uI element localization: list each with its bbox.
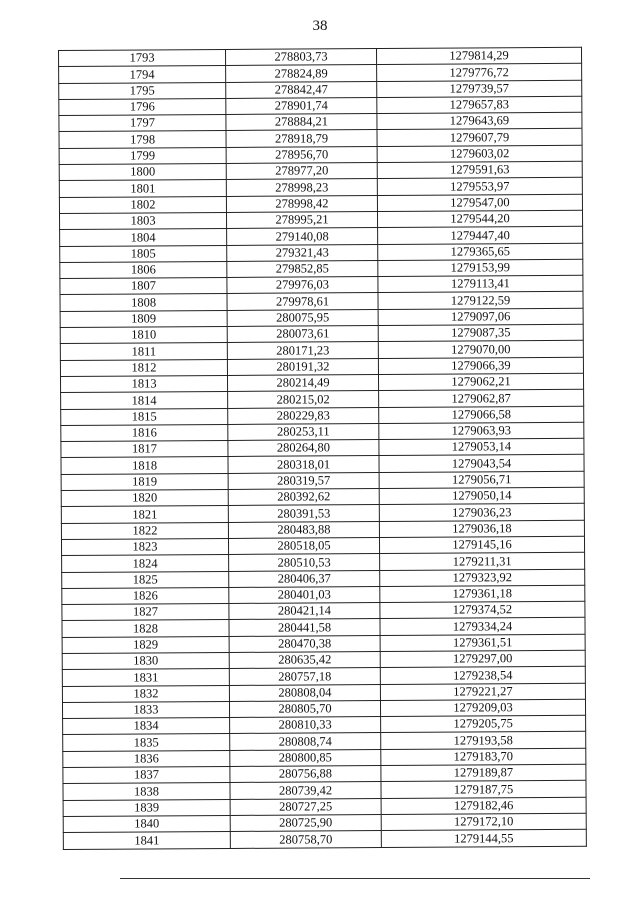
y-coordinate-cell: 1279145,16 [379, 536, 584, 554]
x-coordinate-cell: 280510,53 [229, 554, 380, 571]
y-coordinate-cell: 1279144,55 [381, 830, 586, 848]
y-coordinate-cell: 1279544,20 [377, 210, 582, 228]
y-coordinate-cell: 1279153,99 [378, 259, 583, 277]
x-coordinate-cell: 280483,88 [228, 521, 379, 538]
y-coordinate-cell: 1279297,00 [380, 650, 585, 668]
coordinates-table [58, 47, 587, 850]
x-coordinate-cell: 280392,62 [228, 489, 379, 506]
y-coordinate-cell: 1279056,71 [379, 471, 584, 489]
point-number-cell: 1830 [62, 652, 229, 669]
y-coordinate-cell: 1279036,18 [379, 520, 584, 538]
point-number-cell: 1801 [59, 180, 226, 197]
x-coordinate-cell: 279321,43 [227, 244, 378, 261]
point-number-cell: 1811 [60, 343, 227, 360]
x-coordinate-cell: 279976,03 [227, 277, 378, 294]
point-number-cell: 1818 [61, 457, 228, 474]
point-number-cell: 1834 [63, 718, 230, 735]
point-number-cell: 1809 [60, 310, 227, 327]
x-coordinate-cell: 280739,42 [230, 782, 381, 799]
x-coordinate-cell: 279140,08 [227, 228, 378, 245]
y-coordinate-cell: 1279739,57 [377, 80, 582, 98]
x-coordinate-cell: 280808,04 [229, 684, 380, 701]
y-coordinate-cell: 1279205,75 [381, 715, 586, 733]
x-coordinate-cell: 278998,42 [226, 195, 377, 212]
y-coordinate-cell: 1279189,87 [381, 764, 586, 782]
x-coordinate-cell: 280725,90 [230, 814, 381, 831]
bottom-rule [120, 878, 590, 879]
point-number-cell: 1800 [59, 164, 226, 181]
y-coordinate-cell: 1279172,10 [381, 813, 586, 831]
x-coordinate-cell: 278824,89 [226, 65, 377, 82]
point-number-cell: 1840 [63, 815, 230, 832]
y-coordinate-cell: 1279193,58 [381, 732, 586, 750]
point-number-cell: 1829 [62, 636, 229, 653]
x-coordinate-cell: 280808,74 [230, 733, 381, 750]
y-coordinate-cell: 1279183,70 [381, 748, 586, 766]
x-coordinate-cell: 280391,53 [228, 505, 379, 522]
point-number-cell: 1812 [60, 359, 227, 376]
point-number-cell: 1837 [63, 767, 230, 784]
point-number-cell: 1819 [61, 473, 228, 490]
point-number-cell: 1820 [61, 489, 228, 506]
x-coordinate-cell: 279978,61 [227, 293, 378, 310]
y-coordinate-cell: 1279361,51 [380, 634, 585, 652]
x-coordinate-cell: 278977,20 [226, 163, 377, 180]
point-number-cell: 1825 [62, 571, 229, 588]
x-coordinate-cell: 278998,23 [226, 179, 377, 196]
point-number-cell: 1794 [59, 66, 226, 83]
y-coordinate-cell: 1279053,14 [379, 438, 584, 456]
y-coordinate-cell: 1279182,46 [381, 797, 586, 815]
point-number-cell: 1838 [63, 783, 230, 800]
x-coordinate-cell: 278956,70 [226, 146, 377, 163]
point-number-cell: 1804 [60, 229, 227, 246]
point-number-cell: 1831 [62, 669, 229, 686]
y-coordinate-cell: 1279050,14 [379, 487, 584, 505]
point-number-cell: 1793 [59, 49, 226, 66]
y-coordinate-cell: 1279334,24 [380, 618, 585, 636]
y-coordinate-cell: 1279643,69 [377, 112, 582, 130]
x-coordinate-cell: 280075,95 [227, 309, 378, 326]
y-coordinate-cell: 1279657,83 [377, 96, 582, 114]
y-coordinate-cell: 1279209,03 [380, 699, 585, 717]
x-coordinate-cell: 280215,02 [228, 391, 379, 408]
point-number-cell: 1824 [62, 555, 229, 572]
y-coordinate-cell: 1279070,00 [378, 341, 583, 359]
x-coordinate-cell: 278884,21 [226, 114, 377, 131]
y-coordinate-cell: 1279062,21 [378, 373, 583, 391]
point-number-cell: 1827 [62, 604, 229, 621]
point-number-cell: 1814 [61, 392, 228, 409]
y-coordinate-cell: 1279113,41 [378, 275, 583, 293]
point-number-cell: 1807 [60, 278, 227, 295]
point-number-cell: 1839 [63, 799, 230, 816]
x-coordinate-cell: 280214,49 [227, 374, 378, 391]
y-coordinate-cell: 1279187,75 [381, 781, 586, 799]
y-coordinate-cell: 1279238,54 [380, 667, 585, 685]
x-coordinate-cell: 280635,42 [229, 652, 380, 669]
point-number-cell: 1836 [63, 750, 230, 767]
x-coordinate-cell: 280073,61 [227, 326, 378, 343]
y-coordinate-cell: 1279122,59 [378, 292, 583, 310]
y-coordinate-cell: 1279063,93 [379, 422, 584, 440]
x-coordinate-cell: 280253,11 [228, 423, 379, 440]
x-coordinate-cell: 280406,37 [229, 570, 380, 587]
point-number-cell: 1815 [61, 408, 228, 425]
point-number-cell: 1798 [59, 131, 226, 148]
point-number-cell: 1822 [61, 522, 228, 539]
x-coordinate-cell: 280318,01 [228, 456, 379, 473]
y-coordinate-cell: 1279066,58 [379, 406, 584, 424]
point-number-cell: 1828 [62, 620, 229, 637]
y-coordinate-cell: 1279323,92 [380, 569, 585, 587]
point-number-cell: 1810 [60, 327, 227, 344]
x-coordinate-cell: 280470,38 [229, 635, 380, 652]
x-coordinate-cell: 280191,32 [227, 358, 378, 375]
point-number-cell: 1823 [61, 538, 228, 555]
x-coordinate-cell: 280319,57 [228, 472, 379, 489]
x-coordinate-cell: 278842,47 [226, 81, 377, 98]
x-coordinate-cell: 278995,21 [226, 212, 377, 229]
coordinates-table-body [59, 47, 587, 849]
point-number-cell: 1833 [62, 701, 229, 718]
point-number-cell: 1799 [59, 147, 226, 164]
point-number-cell: 1806 [60, 261, 227, 278]
x-coordinate-cell: 280757,18 [229, 668, 380, 685]
y-coordinate-cell: 1279603,02 [377, 145, 582, 163]
point-number-cell: 1796 [59, 98, 226, 115]
y-coordinate-cell: 1279097,06 [378, 308, 583, 326]
x-coordinate-cell: 280727,25 [230, 798, 381, 815]
point-number-cell: 1803 [59, 212, 226, 229]
point-number-cell: 1813 [60, 375, 227, 392]
y-coordinate-cell: 1279814,29 [376, 47, 581, 65]
table-row [63, 830, 586, 849]
x-coordinate-cell: 280264,80 [228, 440, 379, 457]
page-number: 38 [312, 18, 328, 34]
y-coordinate-cell: 1279365,65 [378, 243, 583, 261]
y-coordinate-cell: 1279374,52 [380, 601, 585, 619]
y-coordinate-cell: 1279087,35 [378, 324, 583, 342]
point-number-cell: 1826 [62, 587, 229, 604]
y-coordinate-cell: 1279066,39 [378, 357, 583, 375]
point-number-cell: 1817 [61, 441, 228, 458]
y-coordinate-cell: 1279553,97 [377, 178, 582, 196]
y-coordinate-cell: 1279776,72 [377, 64, 582, 82]
y-coordinate-cell: 1279221,27 [380, 683, 585, 701]
x-coordinate-cell: 280441,58 [229, 619, 380, 636]
point-number-cell: 1797 [59, 115, 226, 132]
point-number-cell: 1805 [60, 245, 227, 262]
y-coordinate-cell: 1279036,23 [379, 504, 584, 522]
x-coordinate-cell: 280518,05 [228, 537, 379, 554]
y-coordinate-cell: 1279591,63 [377, 161, 582, 179]
y-coordinate-cell: 1279361,18 [380, 585, 585, 603]
x-coordinate-cell: 280758,70 [230, 831, 381, 848]
y-coordinate-cell: 1279447,40 [378, 227, 583, 245]
x-coordinate-cell: 278803,73 [225, 49, 376, 66]
x-coordinate-cell: 280805,70 [229, 700, 380, 717]
x-coordinate-cell: 280171,23 [227, 342, 378, 359]
x-coordinate-cell: 280800,85 [230, 749, 381, 766]
x-coordinate-cell: 280401,03 [229, 586, 380, 603]
point-number-cell: 1816 [61, 424, 228, 441]
point-number-cell: 1832 [62, 685, 229, 702]
point-number-cell: 1808 [60, 294, 227, 311]
y-coordinate-cell: 1279211,31 [380, 552, 585, 570]
x-coordinate-cell: 280810,33 [230, 717, 381, 734]
y-coordinate-cell: 1279607,79 [377, 129, 582, 147]
x-coordinate-cell: 278918,79 [226, 130, 377, 147]
y-coordinate-cell: 1279547,00 [377, 194, 582, 212]
y-coordinate-cell: 1279062,87 [379, 390, 584, 408]
x-coordinate-cell: 280756,88 [230, 766, 381, 783]
point-number-cell: 1835 [63, 734, 230, 751]
point-number-cell: 1841 [63, 832, 230, 849]
point-number-cell: 1821 [61, 506, 228, 523]
x-coordinate-cell: 279852,85 [227, 260, 378, 277]
x-coordinate-cell: 280229,83 [228, 407, 379, 424]
point-number-cell: 1802 [59, 196, 226, 213]
x-coordinate-cell: 278901,74 [226, 97, 377, 114]
point-number-cell: 1795 [59, 82, 226, 99]
y-coordinate-cell: 1279043,54 [379, 455, 584, 473]
x-coordinate-cell: 280421,14 [229, 603, 380, 620]
